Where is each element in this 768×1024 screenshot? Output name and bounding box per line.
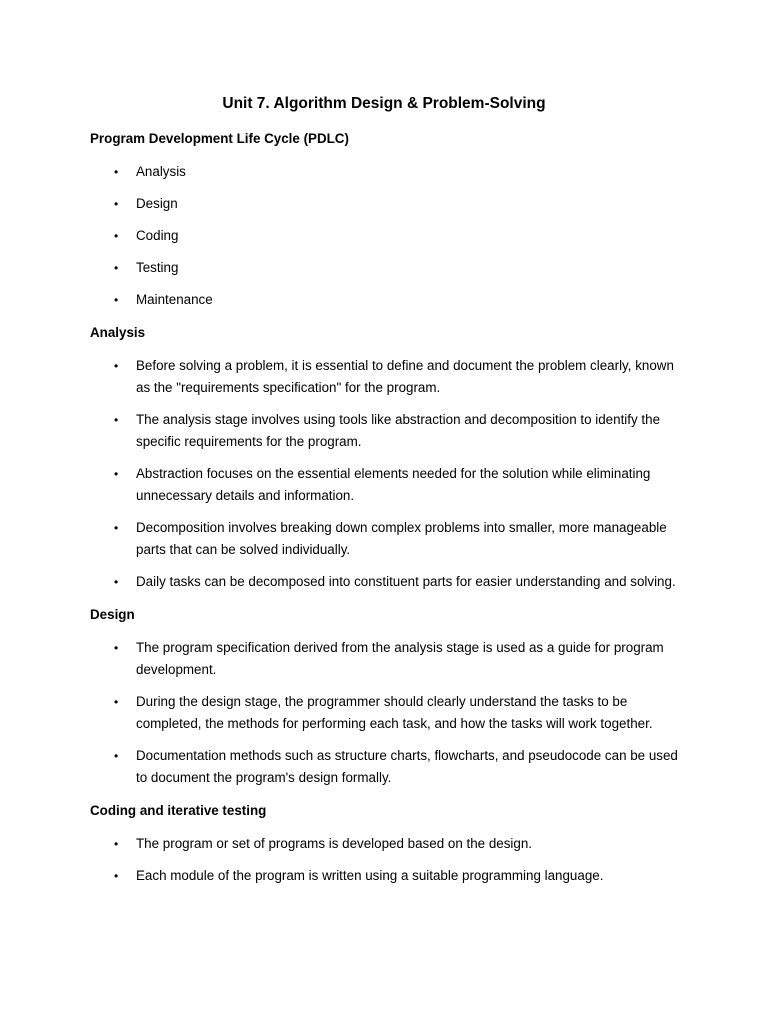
list-item-text: Coding	[136, 228, 179, 243]
list-item-text: The program or set of programs is developed based on the design.	[136, 836, 532, 851]
bullet-icon: •	[114, 837, 119, 851]
list-item	[90, 691, 690, 735]
bullet-icon: •	[114, 359, 119, 373]
section-design	[90, 605, 690, 789]
bullet-icon: •	[114, 229, 119, 243]
list-item	[90, 865, 690, 887]
list-item	[90, 409, 690, 453]
list-item-text: During the design stage, the programmer should clearly understand the tasks to be completed, the methods for performing each task, and how the tasks will work together.	[136, 694, 653, 731]
bullet-icon: •	[114, 413, 119, 427]
list-item	[90, 161, 690, 183]
section-heading: Design	[90, 607, 135, 622]
bullet-icon: •	[114, 165, 119, 179]
list-item-text: Decomposition involves breaking down complex problems into smaller, more manageable parts that can be solved individually.	[136, 520, 667, 557]
section-heading: Coding and iterative testing	[90, 803, 267, 818]
list-item	[90, 571, 690, 593]
list-item	[90, 745, 690, 789]
list-item-text: Each module of the program is written using a suitable programming language.	[136, 868, 604, 883]
bullet-icon: •	[114, 521, 119, 535]
list-item-text: Abstraction focuses on the essential elements needed for the solution while eliminating unnecessary details and information.	[136, 466, 651, 503]
list-item	[90, 463, 690, 507]
section-pdlc	[90, 129, 690, 311]
list-item	[90, 833, 690, 855]
list-item-text: Documentation methods such as structure charts, flowcharts, and pseudocode can be used to document the program's design formally.	[136, 748, 678, 785]
list-item	[90, 517, 690, 561]
list-item	[90, 289, 690, 311]
list-item	[90, 355, 690, 399]
list-item-text: Design	[136, 196, 178, 211]
bullet-icon: •	[114, 695, 119, 709]
list-item-text: The analysis stage involves using tools like abstraction and decomposition to identify the specific requirements for the program.	[136, 412, 661, 449]
list-item-text: Daily tasks can be decomposed into constituent parts for easier understanding and solving.	[136, 574, 676, 589]
bullet-list	[90, 355, 690, 593]
bullet-list	[90, 637, 690, 789]
bullet-icon: •	[114, 293, 119, 307]
list-item-text: Analysis	[136, 164, 186, 179]
bullet-list	[90, 833, 690, 887]
bullet-icon: •	[114, 575, 119, 589]
bullet-icon: •	[114, 467, 119, 481]
list-item-text: Maintenance	[136, 292, 213, 307]
list-item-text: The program specification derived from the analysis stage is used as a guide for program development.	[136, 640, 664, 677]
document-body	[90, 129, 690, 899]
list-item-text: Testing	[136, 260, 179, 275]
page-title: Unit 7. Algorithm Design & Problem-Solving	[222, 95, 546, 112]
bullet-icon: •	[114, 197, 119, 211]
list-item	[90, 193, 690, 215]
section-heading: Analysis	[90, 325, 146, 340]
section-coding	[90, 801, 690, 887]
section-heading: Program Development Life Cycle (PDLC)	[90, 131, 349, 146]
bullet-icon: •	[114, 869, 119, 883]
bullet-icon: •	[114, 261, 119, 275]
bullet-icon: •	[114, 749, 119, 763]
list-item	[90, 637, 690, 681]
bullet-icon: •	[114, 641, 119, 655]
list-item	[90, 257, 690, 279]
section-analysis	[90, 323, 690, 593]
list-item	[90, 225, 690, 247]
bullet-list	[90, 161, 690, 311]
list-item-text: Before solving a problem, it is essential to define and document the problem clearly, known as the "requirements specification" for the program.	[136, 358, 674, 395]
